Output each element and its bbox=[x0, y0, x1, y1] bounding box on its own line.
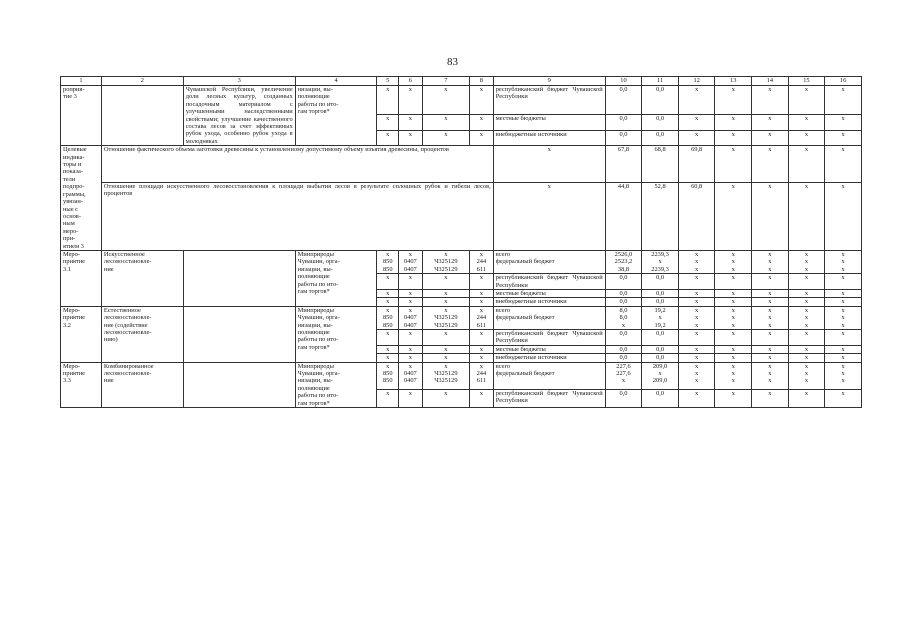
table-cell: x bbox=[788, 345, 825, 353]
table-cell: 0,0 bbox=[605, 389, 642, 407]
table-cell: x 244 611 bbox=[470, 306, 494, 329]
table-cell: x bbox=[422, 289, 469, 297]
table-cell: x bbox=[715, 115, 752, 131]
table-cell bbox=[183, 306, 295, 362]
table-cell: 0,0 bbox=[642, 86, 679, 115]
table-cell: 44,8 bbox=[605, 182, 642, 250]
table-cell: x bbox=[825, 289, 862, 297]
table-cell: x bbox=[678, 298, 715, 306]
column-number: 11 bbox=[642, 77, 679, 86]
table-cell: x Ч325129 Ч325129 bbox=[422, 362, 469, 389]
table-cell: x bbox=[399, 389, 423, 407]
table-cell: x bbox=[825, 298, 862, 306]
table-cell: x 850 850 bbox=[377, 306, 399, 329]
table-cell: x bbox=[399, 298, 423, 306]
table-cell: x bbox=[678, 274, 715, 290]
table-cell: x bbox=[399, 330, 423, 346]
table-cell: x bbox=[422, 130, 469, 146]
column-number: 10 bbox=[605, 77, 642, 86]
table-cell: x x x bbox=[678, 362, 715, 389]
table-cell: x bbox=[422, 115, 469, 131]
table-body bbox=[61, 77, 862, 408]
table-cell: внебюджетные источники bbox=[493, 130, 605, 146]
table-cell: x bbox=[788, 182, 825, 250]
table-cell: 0,0 bbox=[642, 130, 679, 146]
table-cell: x bbox=[788, 130, 825, 146]
table-cell: x bbox=[788, 115, 825, 131]
table-cell: Комбинированное лесовосстановле- ние bbox=[101, 362, 183, 407]
table-cell: x x x bbox=[788, 306, 825, 329]
table-cell: x x x bbox=[825, 306, 862, 329]
table-cell: x x x bbox=[752, 362, 789, 389]
table-cell bbox=[101, 86, 183, 146]
table-cell: внебюджетные источники bbox=[493, 354, 605, 362]
table-cell: 0,0 bbox=[605, 289, 642, 297]
table-cell: x bbox=[715, 130, 752, 146]
table-cell: x bbox=[422, 345, 469, 353]
table-cell: x bbox=[422, 389, 469, 407]
table-cell: x bbox=[678, 389, 715, 407]
table-cell: всего федеральный бюджет bbox=[493, 250, 605, 273]
table-cell: x bbox=[715, 330, 752, 346]
table-cell: x bbox=[470, 354, 494, 362]
table-cell: 0,0 bbox=[605, 130, 642, 146]
table-cell: x bbox=[788, 86, 825, 115]
table-cell: x bbox=[493, 146, 605, 182]
table-cell: x bbox=[422, 354, 469, 362]
column-number: 6 bbox=[399, 77, 423, 86]
table-cell: x bbox=[470, 130, 494, 146]
table-cell: x bbox=[399, 345, 423, 353]
table-cell: республиканский бюджет Чувашской Республики bbox=[493, 389, 605, 407]
table-cell: x bbox=[470, 298, 494, 306]
table-cell: Отношение площади искусственного лесовосстановления к площади выбытия лесов в результате сплошных рубок и гибели лесов, процентов bbox=[101, 182, 493, 250]
table-cell: роприя- тие 3 bbox=[61, 86, 102, 146]
table-cell: x bbox=[715, 274, 752, 290]
table-cell: x bbox=[399, 130, 423, 146]
table-cell: 8,0 8,0 x bbox=[605, 306, 642, 329]
table-cell: x x x bbox=[715, 306, 752, 329]
table-cell: 0,0 bbox=[605, 274, 642, 290]
table-cell: 19,2 x 19,2 bbox=[642, 306, 679, 329]
table-cell: x x x bbox=[678, 306, 715, 329]
table-cell: 0,0 bbox=[605, 345, 642, 353]
table-cell: x bbox=[470, 289, 494, 297]
table-cell: 0,0 bbox=[642, 389, 679, 407]
table-row bbox=[61, 146, 862, 182]
table-cell: x bbox=[825, 345, 862, 353]
table-cell: x bbox=[399, 274, 423, 290]
table-cell: Минприроды Чувашии, орга- низации, вы- полняющие работы по ито- гам торгов* bbox=[295, 250, 377, 306]
column-number: 12 bbox=[678, 77, 715, 86]
table-cell: x bbox=[678, 354, 715, 362]
table-cell: 0,0 bbox=[605, 354, 642, 362]
table-cell: 0,0 bbox=[605, 298, 642, 306]
table-cell: x x x bbox=[715, 250, 752, 273]
table-cell: 0,0 bbox=[642, 115, 679, 131]
table-cell: x bbox=[715, 345, 752, 353]
table-cell: 0,0 bbox=[642, 345, 679, 353]
table-row bbox=[61, 86, 862, 115]
table-cell: x 850 850 bbox=[377, 362, 399, 389]
table-cell: x bbox=[399, 115, 423, 131]
table-cell: x bbox=[377, 130, 399, 146]
table-cell: внебюджетные источники bbox=[493, 298, 605, 306]
table-cell: x bbox=[715, 146, 752, 182]
table-cell: 0,0 bbox=[642, 289, 679, 297]
table-cell: x 244 611 bbox=[470, 250, 494, 273]
column-number: 8 bbox=[470, 77, 494, 86]
table-cell: x bbox=[678, 86, 715, 115]
table-cell: x bbox=[377, 274, 399, 290]
column-number: 16 bbox=[825, 77, 862, 86]
table-cell: x bbox=[752, 289, 789, 297]
table-cell: x x x bbox=[715, 362, 752, 389]
table-cell: x bbox=[825, 389, 862, 407]
table-cell: низации, вы- полняющие работы по ито- гам торгов* bbox=[295, 86, 377, 146]
table-cell: x bbox=[715, 182, 752, 250]
table-cell: 60,8 bbox=[678, 182, 715, 250]
column-number: 5 bbox=[377, 77, 399, 86]
table-cell: республиканский бюджет Чувашской Республики bbox=[493, 330, 605, 346]
table-cell: x bbox=[752, 345, 789, 353]
table-cell: 68,8 bbox=[642, 146, 679, 182]
table-row bbox=[61, 362, 862, 389]
table-cell: 0,0 bbox=[642, 298, 679, 306]
table-cell: x bbox=[752, 330, 789, 346]
table-cell: x bbox=[470, 274, 494, 290]
table-cell: 2526,0 2523,2 38,8 bbox=[605, 250, 642, 273]
table-cell: x bbox=[752, 182, 789, 250]
table-cell: Чувашской Республики, увеличение доли лесных культур, созданных посадочным материалом с улучшенными наследственными свойствами; улучшение качественного состава лесов за счет эффективных рубок ухода, особенно рубок ухода в молодняках bbox=[183, 86, 295, 146]
table-cell: 209,0 x 209,0 bbox=[642, 362, 679, 389]
table-cell: x x x bbox=[788, 250, 825, 273]
column-number: 1 bbox=[61, 77, 102, 86]
table-cell: x x x bbox=[752, 306, 789, 329]
table-cell: x bbox=[825, 330, 862, 346]
table-cell: x bbox=[470, 115, 494, 131]
table-cell: Целевые индика- торы и показа- тели подпро- граммы, увязан- ные с основ- ным меро- при- ятием 3 bbox=[61, 146, 102, 251]
table-cell: x bbox=[678, 115, 715, 131]
table-cell: x bbox=[399, 86, 423, 115]
table-cell: x bbox=[788, 274, 825, 290]
table-cell: x bbox=[715, 389, 752, 407]
table-cell: x x x bbox=[825, 250, 862, 273]
table-cell: 67,8 bbox=[605, 146, 642, 182]
table-cell: местные бюджеты bbox=[493, 115, 605, 131]
table-cell: x 850 850 bbox=[377, 250, 399, 273]
table-cell: 0,0 bbox=[642, 330, 679, 346]
table-cell: x bbox=[678, 330, 715, 346]
table-cell: x bbox=[788, 146, 825, 182]
column-number: 9 bbox=[493, 77, 605, 86]
table-cell: x bbox=[825, 86, 862, 115]
table-cell bbox=[183, 362, 295, 407]
table-cell: Минприроды Чувашии, орга- низации, вы- полняющие работы по ито- гам торгов* bbox=[295, 362, 377, 407]
table-cell: Меро- приятие 3.1 bbox=[61, 250, 102, 306]
column-number: 4 bbox=[295, 77, 377, 86]
table-cell: республиканский бюджет Чувашской Республики bbox=[493, 274, 605, 290]
table-cell: x bbox=[377, 354, 399, 362]
table-cell: x bbox=[678, 289, 715, 297]
table-cell: Минприроды Чувашии, орга- низации, вы- полняющие работы по ито- гам торгов* bbox=[295, 306, 377, 362]
table-cell: x Ч325129 Ч325129 bbox=[422, 306, 469, 329]
column-number: 15 bbox=[788, 77, 825, 86]
table-cell: x bbox=[678, 345, 715, 353]
table-cell: x bbox=[399, 289, 423, 297]
program-table bbox=[60, 76, 862, 408]
table-cell: x bbox=[715, 298, 752, 306]
table-cell: x bbox=[825, 115, 862, 131]
table-cell: 0,0 bbox=[642, 354, 679, 362]
table-cell: x 0407 0407 bbox=[399, 362, 423, 389]
table-row bbox=[61, 182, 862, 250]
table-cell: Естественное лесовосстановле- ние (содействие лесовосстановле- нию) bbox=[101, 306, 183, 362]
table-cell: x bbox=[470, 86, 494, 115]
table-cell: x x x bbox=[788, 362, 825, 389]
table-row bbox=[61, 306, 862, 329]
table-cell: 0,0 bbox=[642, 274, 679, 290]
table-cell: x bbox=[377, 289, 399, 297]
table-cell: x 244 611 bbox=[470, 362, 494, 389]
table-cell: x bbox=[422, 274, 469, 290]
table-cell: x bbox=[715, 354, 752, 362]
column-number: 2 bbox=[101, 77, 183, 86]
table-cell: x bbox=[752, 115, 789, 131]
table-cell bbox=[183, 250, 295, 306]
table-cell: республиканский бюджет Чувашской Республики bbox=[493, 86, 605, 115]
table-cell: всего федеральный бюджет bbox=[493, 306, 605, 329]
table-cell: x bbox=[788, 354, 825, 362]
table-cell: x 0407 0407 bbox=[399, 250, 423, 273]
table-cell: x x x bbox=[825, 362, 862, 389]
table-cell: 0,0 bbox=[605, 86, 642, 115]
table-cell: x bbox=[788, 389, 825, 407]
table-cell: x bbox=[377, 389, 399, 407]
table-cell: x bbox=[422, 330, 469, 346]
table-cell: всего федеральный бюджет bbox=[493, 362, 605, 389]
table-cell: Отношение фактического объема заготовки древесины к установленному допустимому объему изъятия древесины, процентов bbox=[101, 146, 493, 182]
table-cell: 2239,3 x 2239,3 bbox=[642, 250, 679, 273]
table-row bbox=[61, 250, 862, 273]
table-cell: x bbox=[825, 146, 862, 182]
table-cell: x bbox=[825, 354, 862, 362]
table-cell: x bbox=[752, 274, 789, 290]
column-number-row bbox=[61, 77, 862, 86]
table-cell: 69,8 bbox=[678, 146, 715, 182]
table-cell: x bbox=[399, 354, 423, 362]
table-cell: x bbox=[825, 182, 862, 250]
table-cell: x bbox=[752, 354, 789, 362]
table-cell: x bbox=[377, 330, 399, 346]
table-cell: x bbox=[422, 298, 469, 306]
table-cell: x Ч325129 Ч325129 bbox=[422, 250, 469, 273]
table-cell: x bbox=[470, 345, 494, 353]
table-cell: x bbox=[470, 330, 494, 346]
table-cell: Меро- приятие 3.3 bbox=[61, 362, 102, 407]
table-cell: x bbox=[422, 86, 469, 115]
table-cell: x bbox=[752, 130, 789, 146]
table-cell: местные бюджеты bbox=[493, 345, 605, 353]
table-cell: 0,0 bbox=[605, 330, 642, 346]
table-cell: x x x bbox=[752, 250, 789, 273]
table-cell: x bbox=[470, 389, 494, 407]
table-cell: x bbox=[788, 298, 825, 306]
table-cell: Меро- приятие 3.2 bbox=[61, 306, 102, 362]
table-cell: x bbox=[825, 130, 862, 146]
table-cell: x bbox=[788, 289, 825, 297]
table-cell: x bbox=[377, 86, 399, 115]
column-number: 7 bbox=[422, 77, 469, 86]
table-cell: x bbox=[678, 130, 715, 146]
table-cell: x bbox=[493, 182, 605, 250]
table-cell: x bbox=[715, 289, 752, 297]
column-number: 3 bbox=[183, 77, 295, 86]
table-cell: x bbox=[377, 345, 399, 353]
table-cell: x bbox=[752, 86, 789, 115]
page-number: 83 bbox=[447, 56, 458, 68]
table-cell: x bbox=[715, 86, 752, 115]
table-cell: x bbox=[752, 389, 789, 407]
table-cell: x bbox=[788, 330, 825, 346]
table-cell: x 0407 0407 bbox=[399, 306, 423, 329]
table-cell: x x x bbox=[678, 250, 715, 273]
table-cell: x bbox=[752, 298, 789, 306]
table-cell: x bbox=[752, 146, 789, 182]
table-cell: x bbox=[377, 115, 399, 131]
table-cell: 0,0 bbox=[605, 115, 642, 131]
column-number: 14 bbox=[752, 77, 789, 86]
table-cell: x bbox=[825, 274, 862, 290]
table-cell: x bbox=[377, 298, 399, 306]
table-cell: 52,8 bbox=[642, 182, 679, 250]
table-cell: Искусственное лесовосстановле- ние bbox=[101, 250, 183, 306]
table-cell: 227,6 227,6 x bbox=[605, 362, 642, 389]
column-number: 13 bbox=[715, 77, 752, 86]
table-cell: местные бюджеты bbox=[493, 289, 605, 297]
